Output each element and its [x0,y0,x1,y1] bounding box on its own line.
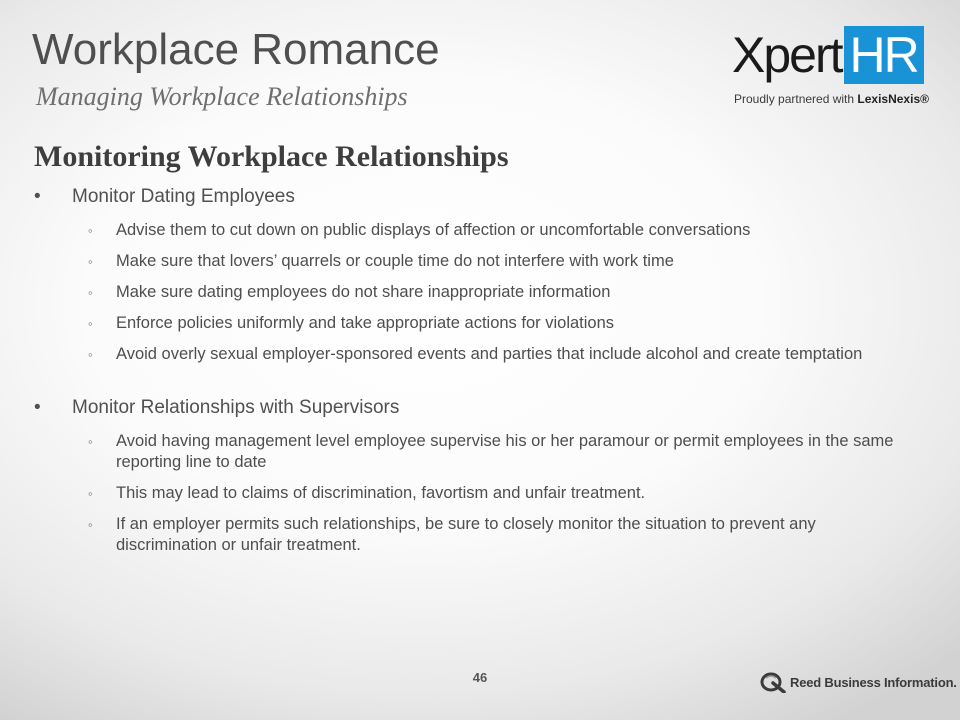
bullet-level2 [34,514,914,556]
logo-hr-box: HR [844,26,924,84]
bullet-circle-icon: ◦ [88,316,93,331]
bullet-level2 [34,344,914,365]
bullet-level2-text: Avoid having management level employee supervise his or her paramour or permit employees in the same reporting line to date [116,432,894,471]
bullet-level2-text: Make sure dating employees do not share inappropriate information [116,283,611,301]
slide-subtitle: Managing Workplace Relationships [36,82,408,111]
bullet-circle-icon: ◦ [88,486,93,501]
bullet-circle-icon: ◦ [88,223,93,238]
bullet-level2-text: This may lead to claims of discrimination, favortism and unfair treatment. [116,484,646,502]
rbi-logo-icon [760,671,786,693]
bullet-circle-icon: ◦ [88,434,93,449]
logo-wordmark [732,26,924,84]
reed-business-information-logo [760,668,957,696]
section-heading: Monitoring Workplace Relationships [34,140,509,173]
logo-tagline [734,92,929,106]
bullet-circle-icon: ◦ [88,347,93,362]
bullet-level2 [34,431,914,473]
bullet-level1 [34,184,914,210]
bullet-level2 [34,483,914,504]
bullet-level1-text: Monitor Relationships with Supervisors [72,397,400,418]
logo-tagline-brand: LexisNexis® [857,92,929,106]
slide-title: Workplace Romance [32,25,440,74]
page-number: 46 [472,670,488,685]
logo-tagline-prefix: Proudly partnered with [734,92,858,106]
bullet-level1 [34,395,914,421]
bullet-level2 [34,251,914,272]
section-spacer [34,365,914,395]
bullet-circle-icon: ◦ [88,517,93,532]
rbi-logo-text: Reed Business Information. [790,674,957,690]
bullet-circle-icon: ◦ [88,254,93,269]
bullet-level2-text: If an employer permits such relationships, be sure to closely monitor the situation to prevent any discrimination or unfair treatment. [116,515,816,554]
bullet-level2 [34,220,914,241]
bullet-content [34,184,914,556]
bullet-level2 [34,313,914,334]
bullet-level2-text: Avoid overly sexual employer-sponsored events and parties that include alcohol and create temptation [116,345,863,363]
logo-xpert-text: Xpert [732,27,842,83]
bullet-level2-text: Make sure that lovers’ quarrels or couple time do not interfere with work time [116,252,674,270]
bullet-level2-text: Advise them to cut down on public displays of affection or uncomfortable conversations [116,221,751,239]
bullet-circle-icon: ◦ [88,285,93,300]
bullet-dot-icon: • [34,397,41,418]
bullet-level2-text: Enforce policies uniformly and take appropriate actions for violations [116,314,615,332]
bullet-level2 [34,282,914,303]
xperthr-logo [728,24,938,110]
bullet-dot-icon: • [34,186,41,207]
bullet-level1-text: Monitor Dating Employees [72,186,295,207]
